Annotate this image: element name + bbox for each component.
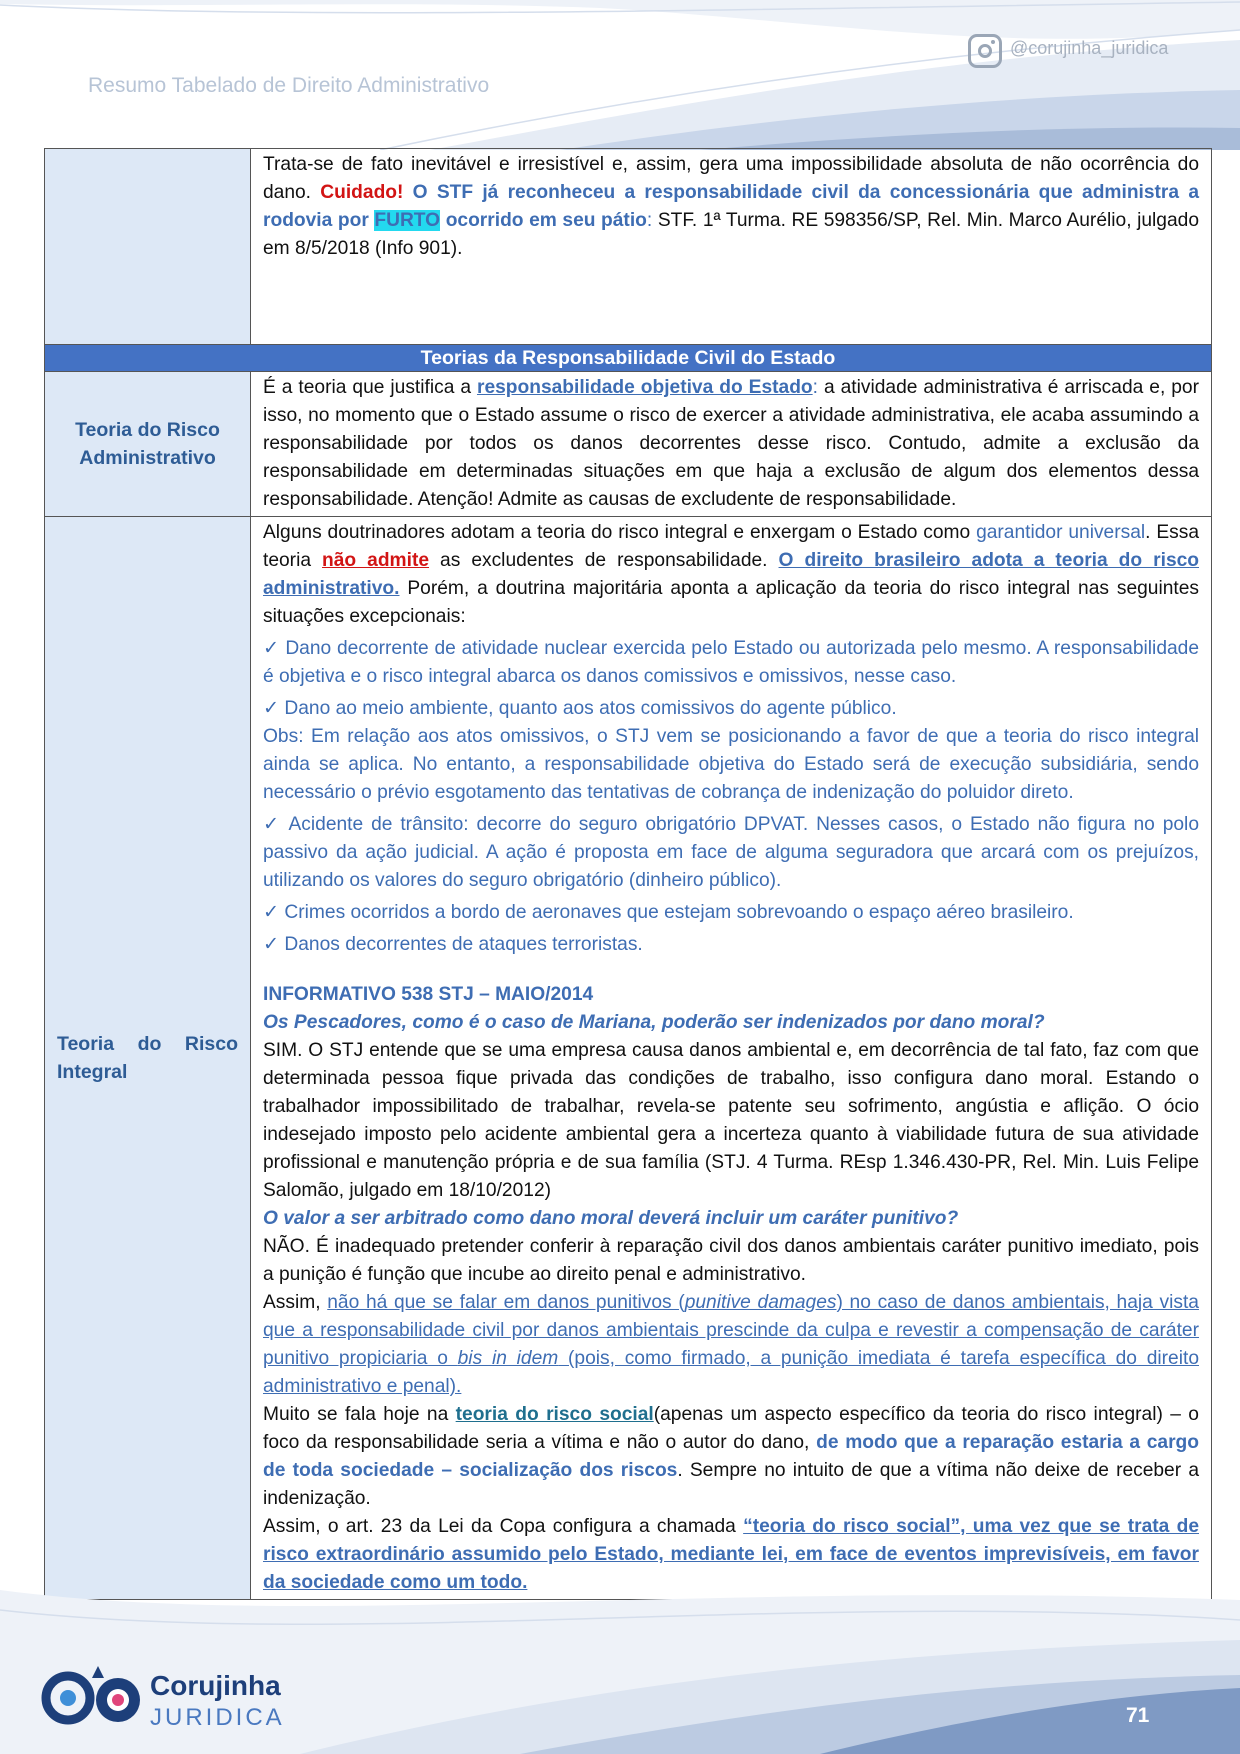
text: as excludentes de responsabilidade. — [429, 550, 779, 571]
answer: NÃO. É inadequado pretender conferir à reparação civil dos danos ambientais caráter punitivo imediato, pois a punição é função que incube ao direito penal e administrativo. — [263, 1236, 1199, 1285]
list-item: ✓ Crimes ocorridos a bordo de aeronaves que estejam sobrevoando o espaço aéreo brasileiro. — [263, 902, 1074, 923]
document-header-title: Resumo Tabelado de Direito Administrativo — [88, 74, 490, 97]
answer: SIM. O STJ entende que se uma empresa causa danos ambiental e, em decorrência de tal fato, faz com que determinada pessoa fique privada das condições de trabalho, isso configura dano moral. Estando o trabalhador impossibilitado de trabalhar, revela-se patente seu sofrimento, angústia e aflição. O ócio indesejado imposto pelo acidente ambiental gera a incerteza quanto à viabilidade futura de sua atividade profissional e manutenção própria e de sua família (STJ. 4 Turma. REsp 1.346.430-PR, Rel. Min. Luis Felipe Salomão, julgado em 18/10/2012) — [263, 1040, 1199, 1201]
table-row — [45, 149, 1212, 345]
highlighted-text: FURTO — [374, 210, 441, 231]
section-title: Teorias da Responsabilidade Civil do Estado — [45, 345, 1212, 372]
text: ) no caso de danos ambientais, haja vista que a responsabilidade civil por danos ambientais prescinde da culpa e revestir a compensação de caráter punitivo propiciaria o — [263, 1292, 1199, 1369]
text: : — [646, 210, 653, 231]
warning-text: Cuidado! — [320, 182, 404, 203]
text: Alguns doutrinadores adotam a teoria do risco integral e enxergam o Estado como — [263, 522, 977, 543]
content-cell — [251, 149, 1212, 345]
text: É a teoria que justifica a — [263, 377, 477, 398]
text: não há que se falar em danos punitivos ( — [327, 1292, 685, 1313]
text: não admite — [322, 550, 430, 571]
empty-label-cell — [45, 149, 251, 345]
row-label: Teoria do Risco Integral — [45, 517, 251, 1600]
table-row — [45, 372, 1212, 517]
paragraph — [263, 374, 1199, 514]
list-item: ✓ Dano decorrente de atividade nuclear exercida pelo Estado ou autorizada pelo mesmo. A responsabilidade é objetiva e o risco integral abarca os danos comissivos e omissivos, nesse caso. — [263, 638, 1199, 687]
list-item: ✓ Dano ao meio ambiente, quanto aos atos comissivos do agente público. — [263, 698, 897, 719]
link-text: responsabilidade objetiva do Estado — [476, 377, 813, 398]
logo-text-main: Corujinha — [150, 1670, 281, 1701]
text: . Sempre no intuito de que a vítima não deixe de receber a indenização. — [263, 1460, 1199, 1509]
text: punitive damages — [684, 1292, 837, 1313]
content-table — [44, 148, 1212, 1600]
row-label: Teoria do Risco Administrativo — [45, 372, 251, 517]
text: bis in idem — [457, 1348, 559, 1369]
case-reference: STF. 1ª Turma. RE 598356/SP, Rel. Min. Marco Aurélio, julgado em 8/5/2018 (Info 901). — [263, 210, 1199, 259]
text: Assim, o art. 23 da Lei da Copa configura a chamada — [263, 1516, 744, 1537]
paragraph — [263, 1401, 1199, 1513]
instagram-handle: @corujinha_juridica — [1010, 38, 1169, 58]
content-cell — [251, 517, 1212, 1600]
text: O STF já reconheceu a responsabilidade civil da concessionária que administra a rodovia por — [263, 182, 1199, 231]
list-item: ✓ Danos decorrentes de ataques terroristas. — [263, 934, 643, 955]
info-title: INFORMATIVO 538 STJ – MAIO/2014 — [263, 984, 594, 1005]
text: ocorrido em seu pátio — [440, 210, 647, 231]
spacer — [263, 959, 1199, 981]
text: (apenas um aspecto específico da teoria do risco integral) – o foco da responsabilidade seria a vítima e não o autor do dano, — [263, 1404, 1199, 1453]
paragraph — [263, 519, 1199, 631]
list-item: ✓ Acidente de trânsito: decorre do seguro obrigatório DPVAT. Nesses casos, o Estado não figura no polo passivo da ação judicial. A ação é proposta em face de alguma seguradora que arcará com os prejuízos, utilizando os valores do seguro obrigatório (dinheiro público). — [263, 814, 1199, 891]
page-number: 71 — [1126, 1704, 1150, 1727]
paragraph — [263, 1289, 1199, 1401]
note: Obs: Em relação aos atos omissivos, o STJ vem se posicionando a favor de que a teoria do risco integral ainda se aplica. No entanto, a responsabilidade objetiva do Estado será de execução subsidiária, sendo necessário o prévio esgotamento das tentativas de cobrança de indenização do poluidor direto. — [263, 726, 1199, 803]
question: O valor a ser arbitrado como dano moral deverá incluir um caráter punitivo? — [263, 1208, 959, 1229]
link-text: O direito brasileiro adota a teoria do risco administrativo. — [263, 550, 1200, 599]
table-row — [45, 517, 1212, 1600]
logo-text-sub: JURIDICA — [150, 1704, 285, 1731]
section-header-row — [45, 345, 1212, 372]
link-text: teoria do risco social — [455, 1404, 654, 1425]
text: garantidor universal — [976, 522, 1146, 543]
text: . Essa teoria — [263, 522, 1199, 571]
question: Os Pescadores, como é o caso de Mariana, poderão ser indenizados por dano moral? — [263, 1012, 1045, 1033]
text: Muito se fala hoje na — [263, 1404, 456, 1425]
link-text: “teoria do risco social”, uma vez que se trata de risco extraordinário assumido pelo Estado, mediante lei, em face de eventos imprevisíveis, em favor da sociedade como um todo. — [263, 1516, 1199, 1593]
text: Assim, — [263, 1292, 328, 1313]
text: Trata-se de fato inevitável e irresistível e, assim, gera uma impossibilidade absoluta de não ocorrência do dano. — [263, 154, 1199, 203]
content-cell — [251, 372, 1212, 517]
paragraph — [263, 151, 1199, 263]
instagram-icon — [968, 34, 1002, 68]
text: : — [812, 377, 818, 398]
text: Porém, a doutrina majoritária aponta a aplicação da teoria do risco integral nas seguintes situações excepcionais: — [263, 578, 1199, 627]
text: (pois, como firmado, a punição imediata é tarefa específica do direito administrativo e penal). — [263, 1348, 1199, 1397]
text: de modo que a reparação estaria a cargo de toda sociedade – socialização dos riscos — [263, 1432, 1199, 1481]
text: a atividade administrativa é arriscada e, por isso, no momento que o Estado assume o risco de exercer a atividade administrativa, ele acaba assumindo a responsabilidade por todos os danos decorrentes desse risco. Contudo, admite a exclusão da responsabilidade em determinadas situações em que haja a exclusão de algum dos elementos dessa responsabilidade. Atenção! Admite as causas de excludente de responsabilidade. — [263, 377, 1199, 510]
